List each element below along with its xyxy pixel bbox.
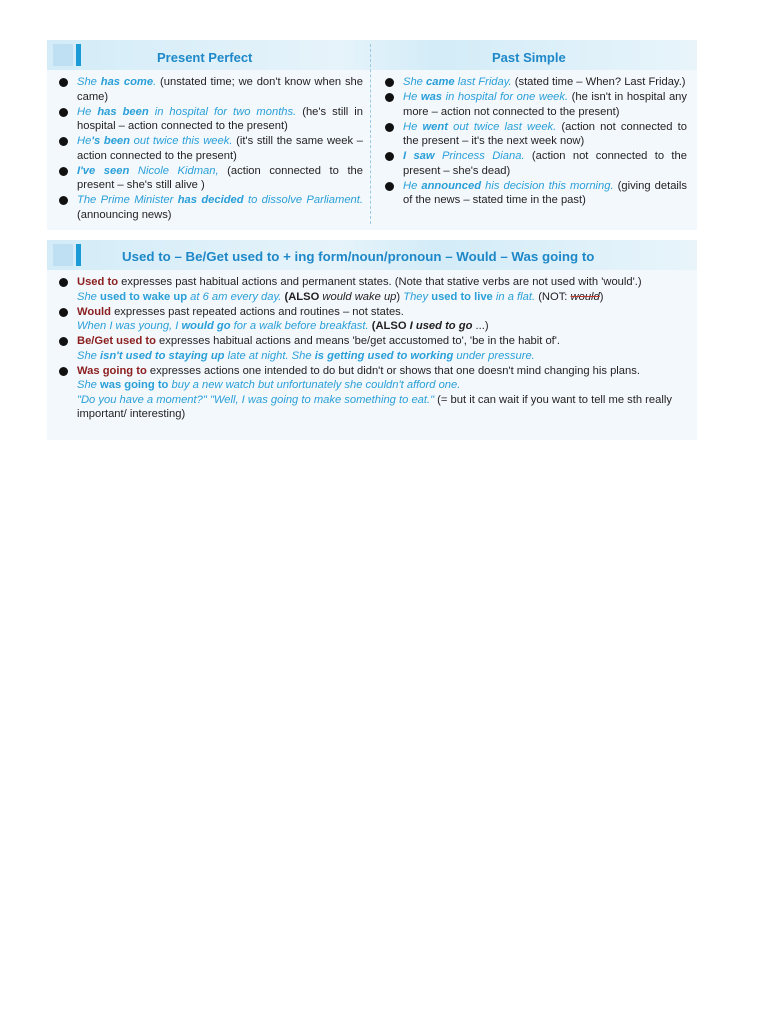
used-to-panel xyxy=(47,240,697,440)
column-divider xyxy=(370,44,371,224)
tab-marker-icon xyxy=(53,244,81,268)
list-item: He has been in hospital for two months. (he's still in hospital – action connected to the present) xyxy=(55,105,363,134)
past-simple-list xyxy=(381,75,687,208)
bullet-icon xyxy=(59,137,68,146)
list-item: She came last Friday. (stated time – When? Last Friday.) xyxy=(381,75,687,90)
list-item: Used to expresses past habitual actions and permanent states. (Note that stative verbs are not used with 'would'.) She used to wake up at 6 am every day. (ALSO would wake up) They used to live in a flat. (NOT: would) xyxy=(55,275,700,304)
used-to-list xyxy=(55,275,700,422)
bullet-icon xyxy=(59,167,68,176)
used-to-heading: Used to – Be/Get used to + ing form/noun/pronoun – Would – Was going to xyxy=(122,249,595,264)
tenses-header-bar xyxy=(47,40,697,70)
list-item: I saw Princess Diana. (action not connected to the present – she's dead) xyxy=(381,149,687,178)
tenses-comparison-panel xyxy=(47,40,697,230)
bullet-icon xyxy=(385,123,394,132)
bullet-icon xyxy=(385,78,394,87)
present-perfect-heading: Present Perfect xyxy=(157,50,253,65)
list-item: Was going to expresses actions one intended to do but didn't or shows that one doesn't mind changing his plans. She was going to buy a new watch but unfortunately she couldn't afford one. "Do you have a moment?" "Well, I was going to make something to eat." (= but it can wait if you want to tell me sth really important/ interesting) xyxy=(55,364,700,422)
bullet-icon xyxy=(59,196,68,205)
tab-marker-icon xyxy=(53,44,81,68)
past-simple-heading: Past Simple xyxy=(492,50,566,65)
bullet-icon xyxy=(385,93,394,102)
list-item: Be/Get used to expresses habitual actions and means 'be/get accustomed to', 'be in the habit of'. She isn't used to staying up late at night. She is getting used to working under pressure. xyxy=(55,334,700,363)
list-item: The Prime Minister has decided to dissolve Parliament. (announcing news) xyxy=(55,193,363,222)
bullet-icon xyxy=(59,337,68,346)
bullet-icon xyxy=(59,367,68,376)
list-item: He's been out twice this week. (it's still the same week – action connected to the present) xyxy=(55,134,363,163)
present-perfect-list xyxy=(55,75,363,223)
list-item: She has come. (unstated time; we don't know when she came) xyxy=(55,75,363,104)
bullet-icon xyxy=(59,78,68,87)
used-to-header-bar xyxy=(47,240,697,270)
bullet-icon xyxy=(385,152,394,161)
bullet-icon xyxy=(59,108,68,117)
list-item: He was in hospital for one week. (he isn't in hospital any more – action not connected to the present) xyxy=(381,90,687,119)
list-item: He announced his decision this morning. (giving details of the news – stated time in the past) xyxy=(381,179,687,208)
list-item: He went out twice last week. (action not connected to the present – it's the next week now) xyxy=(381,120,687,149)
bullet-icon xyxy=(59,308,68,317)
bullet-icon xyxy=(385,182,394,191)
bullet-icon xyxy=(59,278,68,287)
list-item: I've seen Nicole Kidman, (action connected to the present – she's still alive ) xyxy=(55,164,363,193)
list-item: Would expresses past repeated actions and routines – not states. When I was young, I would go for a walk before breakfast. (ALSO I used to go ...) xyxy=(55,305,700,334)
